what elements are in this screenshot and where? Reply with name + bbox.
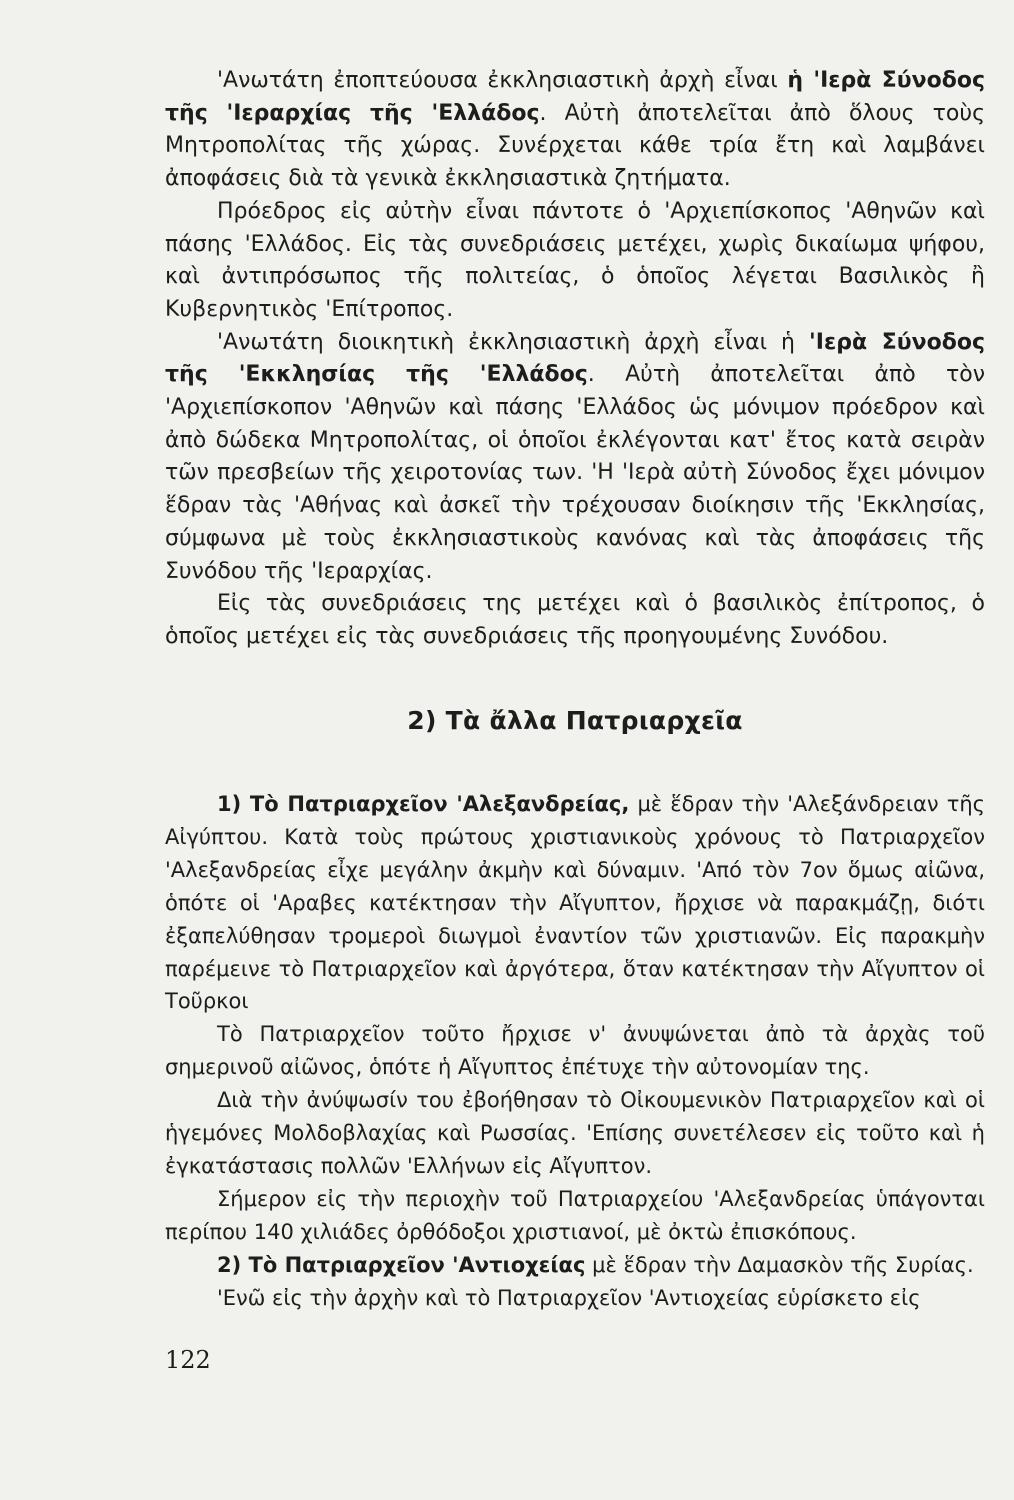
section-synod: [165, 65, 985, 654]
paragraph: [165, 65, 985, 196]
page-number: 122: [165, 1346, 211, 1374]
paragraph: Εἰς τὰς συνεδριάσεις της μετέχει καὶ ὁ βασιλικὸς ἐπίτροπος, ὁ ὁποῖος μετέχει εἰς τὰς συνεδριάσεις τῆς προηγουμένης Συνόδου.: [165, 591, 985, 649]
paragraph: [165, 327, 985, 589]
text-run: 'Ανωτάτη ἐποπτεύουσα ἐκκλησιαστικὴ ἀρχὴ εἶναι: [217, 68, 788, 93]
paragraph: Πρόεδρος εἰς αὐτὴν εἶναι πάντοτε ὁ 'Αρχιεπίσκοπος 'Αθηνῶν καὶ πάσης 'Ελλάδος. Εἰς τὰς συνεδριάσεις μετέχει, χωρὶς δικαίωμα ψήφου, καὶ ἀντιπρόσωπος τῆς πολιτείας, ὁ ὁποῖος λέγεται Βασιλικὸς ἢ Κυβερνητικὸς 'Επίτροπος.: [165, 198, 985, 322]
text-run: μὲ ἕδραν τὴν Δαμασκὸν τῆς Συρίας.: [585, 1252, 974, 1277]
bold-term: 'Ιερὰ Σύνοδος τῆς 'Εκκλησίας τῆς 'Ελλάδος: [165, 329, 985, 388]
text-run: . Αὐτὴ ἀποτελεῖται ἀπὸ τὸν 'Αρχιεπίσκοπον 'Αθηνῶν καὶ πάσης 'Ελλάδος ὡς μόνιμον πρόεδρον καὶ ἀπὸ δώδεκα Μητροπολίτας, οἱ ὁποῖοι ἐκλέγονται κατ' ἔτος κατὰ σειρὰν τῶν πρεσβείων τῆς χειροτονίας των. 'Η 'Ιερὰ αὐτὴ Σύνοδος ἔχει μόνιμον ἕδραν τὰς 'Αθήνας καὶ ἀσκεῖ τὴν τρέχουσαν διοίκησιν τῆς 'Εκκλησίας, σύμφωνα μὲ τοὺς ἐκκλησιαστικοὺς κανόνας καὶ τὰς ἀποφάσεις τῆς Συνόδου τῆς 'Ιεραρχίας.: [165, 362, 985, 584]
bold-term: 2) Τὸ Πατριαρχεῖον 'Αντιοχείας: [217, 1252, 586, 1277]
section-heading: 2) Τὰ ἄλλα Πατριαρχεῖα: [407, 706, 743, 735]
paragraph: 'Ενῶ εἰς τὴν ἀρχὴν καὶ τὸ Πατριαρχεῖον 'Αντιοχείας εὑρίσκετο εἰς: [217, 1285, 921, 1310]
text-run: 'Ανωτάτη διοικητικὴ ἐκκλησιαστικὴ ἀρχὴ εἶναι ἡ: [217, 329, 810, 355]
bold-term: 1) Τὸ Πατριαρχεῖον 'Αλεξανδρείας,: [217, 792, 630, 816]
paragraph: Σήμερον εἰς τὴν περιοχὴν τοῦ Πατριαρχείου 'Αλεξανδρείας ὑπάγονται περίπου 140 χιλιάδες ὀρθόδοξοι χριστιανοί, μὲ ὀκτὼ ἐπισκόπους.: [165, 1186, 985, 1244]
paragraph: Τὸ Πατριαρχεῖον τοῦτο ἤρχισε ν' ἀνυψώνεται ἀπὸ τὰ ἀρχὰς τοῦ σημερινοῦ αἰῶνος, ὁπότε ἡ Αἴγυπτος ἐπέτυχε τὴν αὐτονομίαν της.: [165, 1022, 985, 1080]
bold-term: ἡ 'Ιερὰ Σύνοδος τῆς 'Ιεραρχίας τῆς 'Ελλάδος: [165, 68, 986, 126]
section-patriarchates: [165, 788, 985, 1315]
text-run: μὲ ἕδραν τὴν 'Αλεξάνδρειαν τῆς Αἰγύπτου. Κατὰ τοὺς πρώτους χριστιανικοὺς χρόνους τὸ Πατριαρχεῖον 'Αλεξανδρείας εἶχε μεγάλην ἀκμὴν καὶ δύναμιν. 'Από τὸν 7ον ὅμως αἰῶνα, ὁπότε οἱ 'Αραβες κατέκτησαν τὴν Αἴγυπτον, ἤρχισε νὰ παρακμάζῃ, διότι ἐξαπελύθησαν τρομεροὶ διωγμοὶ ἐναντίον τῶν χριστιανῶν. Εἰς παρακμὴν παρέμεινε τὸ Πατριαρχεῖον καὶ ἀργότερα, ὅταν κατέκτησαν τὴν Αἴγυπτον οἱ Τοῦρκοι: [165, 792, 986, 1014]
paragraph: [165, 1249, 985, 1282]
paragraph: Διὰ τὴν ἀνύψωσίν του ἐβοήθησαν τὸ Οἰκουμενικὸν Πατριαρχεῖον καὶ οἱ ἡγεμόνες Μολδοβλαχίας καὶ Ρωσσίας. 'Επίσης συνετέλεσεν εἰς τοῦτο καὶ ἡ ἐγκατάστασις πολλῶν 'Ελλήνων εἰς Αἴγυπτον.: [165, 1088, 985, 1178]
text-run: . Αὐτὴ ἀποτελεῖται ἀπὸ ὅλους τοὺς Μητροπολίτας τῆς χώρας. Συνέρχεται κάθε τρία ἔτη καὶ λαμβάνει ἀποφάσεις διὰ τὰ γενικὰ ἐκκλησιαστικὰ ζητήματα.: [165, 100, 985, 192]
paragraph: [165, 788, 985, 1018]
